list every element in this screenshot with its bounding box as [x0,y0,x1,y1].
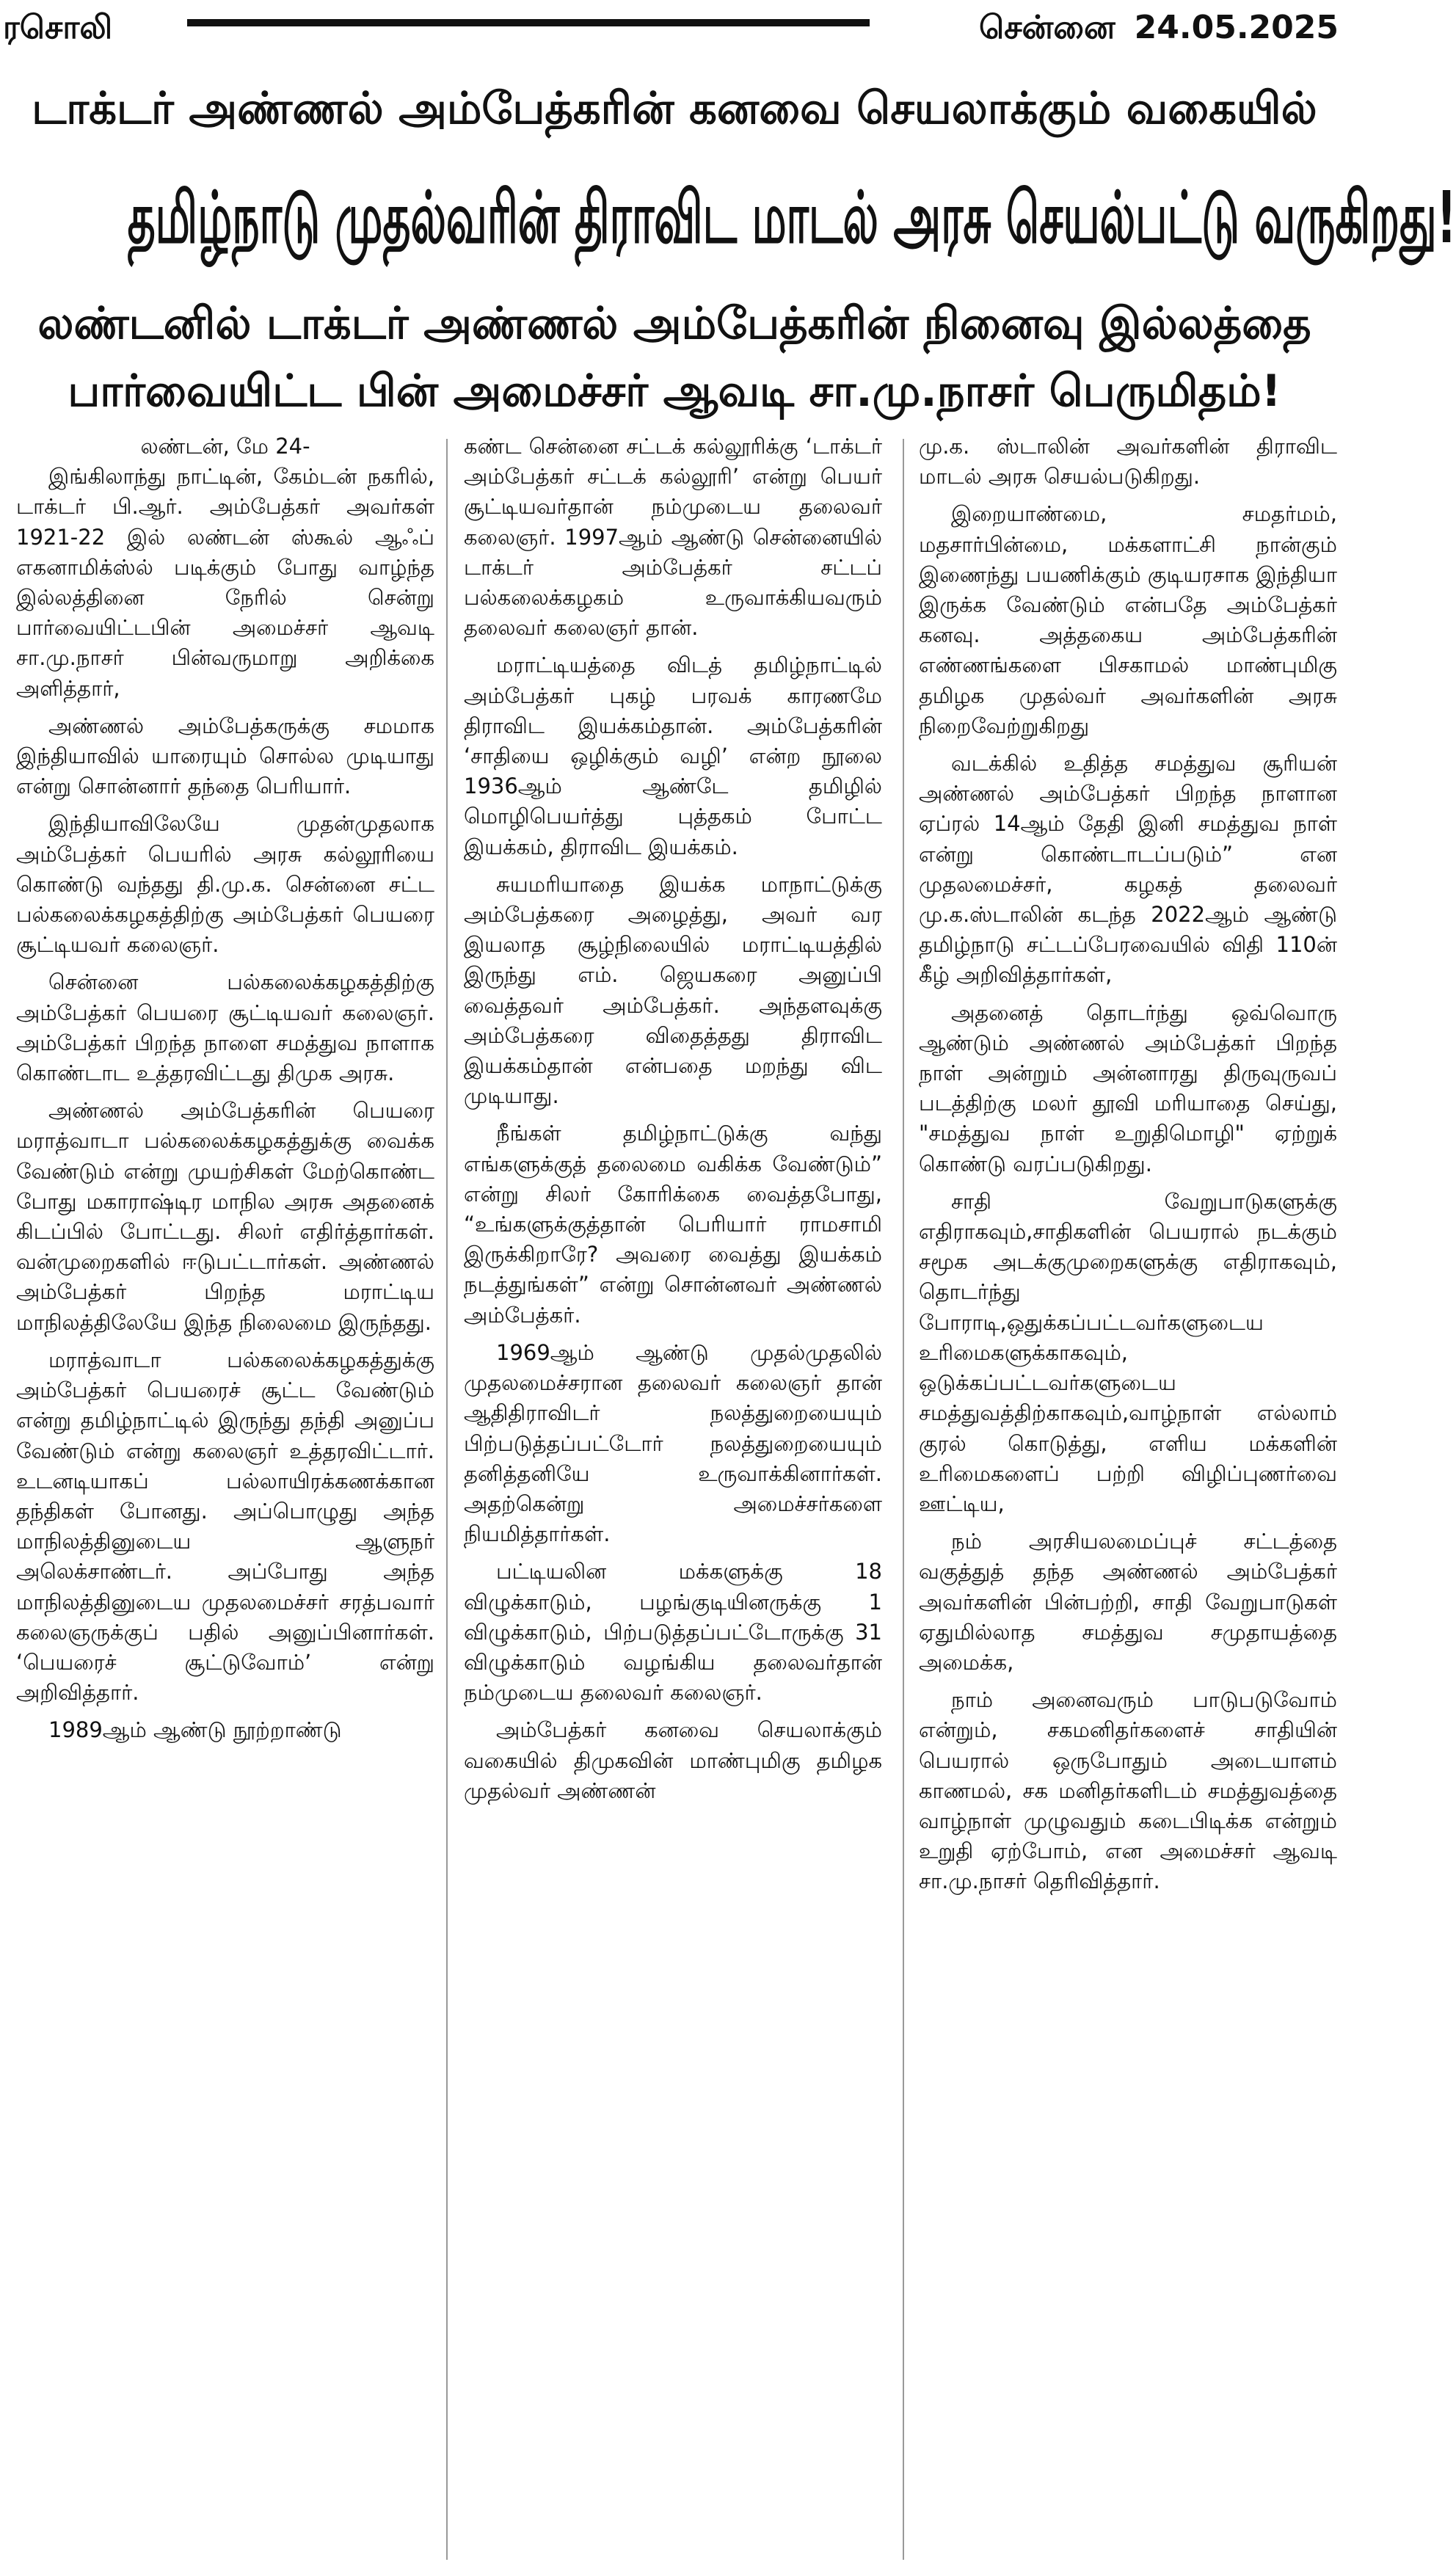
masthead-rule [187,19,870,26]
paragraph: 1969ஆம் ஆண்டு முதல்முதலில் முதலமைச்சரான தலைவர் கலைஞர் தான் ஆதிதிராவிடர் நலத்துறையையும் பிற்படுத்தப்பட்டோர் நலத்துறையையும் தனித்தனியே உருவாக்கினார்கள். அதற்கென்று அமைச்சர்களை நியமித்தார்கள். [464,1339,882,1547]
paragraph: இறையாண்மை, சமதர்மம், மதசார்பின்மை, மக்களாட்சி நான்கும் இணைந்து பயணிக்கும் குடியரசாக இந்தியா இருக்க வேண்டும் என்பதே அம்பேத்கர் கனவு. அத்தகைய அம்பேத்கரின் எண்ணங்களை பிசகாமல் மாண்புமிகு தமிழக முதல்வர் அவர்களின் அரசு நிறைவேற்றுகிறது [919,501,1337,738]
sub-headline-line-1: லண்டனில் டாக்டர் அண்ணல் அம்பேத்கரின் நினைவு இல்லத்தை [37,298,1311,349]
kicker-headline: டாக்டர் அண்ணல் அம்பேத்கரின் கனவை செயலாக்கும் வகையில் [32,83,1317,134]
paragraph: வடக்கில் உதித்த சமத்துவ சூரியன் அண்ணல் அம்பேத்கர் பிறந்த நாளான ஏப்ரல் 14ஆம் தேதி இனி சமத்துவ நாள் என்று கொண்டாடப்படும்” என முதலமைச்சர், கழகத் தலைவர் மு.க.ஸ்டாலின் கடந்த 2022ஆம் ஆண்டு தமிழ்நாடு சட்டப்பேரவையில் விதி 110ன் கீழ் அறிவித்தார்கள், [919,751,1337,988]
paragraph: மராட்டியத்தை விடத் தமிழ்நாட்டில் அம்பேத்கர் புகழ் பரவக் காரணமே திராவிட இயக்கம்தான். அம்பேத்கரின் ‘சாதியை ஒழிக்கும் வழி’ என்ற நூலை 1936ஆம் ஆண்டே தமிழில் மொழிபெயர்த்து புத்தகம் போட்ட இயக்கம், திராவிட இயக்கம். [464,652,882,859]
city-name: சென்னை [979,9,1115,46]
paragraph: நாம் அனைவரும் பாடுபடுவோம் என்றும், சகமனிதர்களைச் சாதியின் பெயரால் ஒருபோதும் அடையாளம் காணமல், சக மனிதர்களிடம் சமத்துவத்தை வாழ்நாள் முழுவதும் கடைபிடிக்க என்றும் உறுதி ஏற்போம், என அமைச்சர் ஆவடி சா.மு.நாசர் தெரிவித்தார். [919,1687,1337,1894]
paragraph: இங்கிலாந்து நாட்டின், கேம்டன் நகரில், டாக்டர் பி.ஆர். அம்பேத்கர் அவர்கள் 1921-22 இல் லண்டன் ஸ்கூல் ஆஃப் எகனாமிக்ஸ்ல் படிக்கும் போது வாழ்ந்த இல்லத்தினை நேரில் சென்று பார்வையிட்டபின் அமைச்சர் ஆவடி சா.மு.நாசர் பின்வருமாறு அறிக்கை அளித்தார், [16,464,434,701]
paragraph: சாதி வேறுபாடுகளுக்கு எதிராகவும்,சாதிகளின் பெயரால் நடக்கும் சமூக அடக்குமுறைகளுக்கு எதிராகவும், தொடர்ந்து போராடி,ஒதுக்கப்பட்டவர்களுடைய உரிமைகளுக்காகவும், ஒடுக்கப்பட்டவர்களுடைய சமத்துவத்திற்காகவும்,வாழ்நாள் எல்லாம் குரல் கொடுத்து, எளிய மக்களின் உரிமைகளைப் பற்றி விழிப்புணர்வை ஊட்டிய, [919,1188,1337,1516]
column-divider [903,439,904,2560]
article-body [0,432,1349,2567]
main-headline: தமிழ்நாடு முதல்வரின் திராவிட மாடல் அரசு செயல்பட்டு வருகிறது! [127,175,1456,259]
paragraph: அதனைத் தொடர்ந்து ஒவ்வொரு ஆண்டும் அண்ணல் அம்பேத்கர் பிறந்த நாள் அன்றும் அன்னாரது திருவுருவப் படத்திற்கு மலர் தூவி மரியாதை செய்து, "சமத்துவ நாள் உறுதிமொழி" ஏற்றுக் கொண்டு வரப்படுகிறது. [919,1000,1337,1176]
article-dateline: லண்டன், மே 24- [140,434,310,459]
article-column-2 [464,432,882,2567]
paragraph: அண்ணல் அம்பேத்கரின் பெயரை மராத்வாடா பல்கலைக்கழகத்துக்கு வைக்க வேண்டும் என்று முயற்சிகள் மேற்கொண்ட போது மகாராஷ்டிர மாநில அரசு அதனைக் கிடப்பில் போட்டது. சிலர் எதிர்த்தார்கள். வன்முறைகளில் ஈடுபட்டார்கள். அண்ணல் அம்பேத்கர் பிறந்த மராட்டிய மாநிலத்திலேயே இந்த நிலைமை இருந்தது. [16,1098,434,1335]
column-divider [446,439,448,2560]
paragraph: அண்ணல் அம்பேத்கருக்கு சமமாக இந்தியாவில் யாரையும் சொல்ல முடியாது என்று சொன்னார் தந்தை பெரியார். [16,713,434,799]
paragraph: மராத்வாடா பல்கலைக்கழகத்துக்கு அம்பேத்கர் பெயரைச் சூட்ட வேண்டும் என்று தமிழ்நாட்டில் இருந்து தந்தி அனுப்ப வேண்டும் என்று கலைஞர் உத்தரவிட்டார். உடனடியாகப் பல்லாயிரக்கணக்கான தந்திகள் போனது. அப்பொழுது அந்த மாநிலத்தினுடைய ஆளுநர் அலெக்சாண்டர். அப்போது அந்த மாநிலத்தினுடைய முதலமைச்சர் சரத்பவார் கலைஞருக்குப் பதில் அனுப்பினார்கள். ‘பெயரைச் சூட்டுவோம்’ என்று அறிவித்தார். [16,1347,434,1706]
paragraph: மு.க. ஸ்டாலின் அவர்களின் திராவிட மாடல் அரசு செயல்படுகிறது. [919,434,1337,490]
paragraph: சுயமரியாதை இயக்க மாநாட்டுக்கு அம்பேத்கரை அழைத்து, அவர் வர இயலாத சூழ்நிலையில் மராட்டியத்தில் இருந்து எம். ஜெயகரை அனுப்பி வைத்தவர் அம்பேத்கர். அந்தளவுக்கு அம்பேத்கரை விதைத்தது திராவிட இயக்கம்தான் என்பதை மறந்து விட முடியாது. [464,871,882,1109]
masthead-strip [0,4,1349,51]
article-column-1 [16,432,434,2567]
paragraph: 1989ஆம் ஆண்டு நூற்றாண்டு [48,1717,342,1743]
paragraph: கண்ட சென்னை சட்டக் கல்லூரிக்கு ‘டாக்டர் அம்பேத்கர் சட்டக் கல்லூரி’ என்று பெயர் சூட்டியவர்தான் நம்முடைய தலைவர் கலைஞர். 1997ஆம் ஆண்டு சென்னையில் டாக்டர் அம்பேத்கர் சட்டப் பல்கலைக்கழகம் உருவாக்கியவரும் தலைவர் கலைஞர் தான். [464,434,882,641]
paragraph: இந்தியாவிலேயே முதன்முதலாக அம்பேத்கர் பெயரில் அரசு கல்லூரியை கொண்டு வந்தது தி.மு.க. சென்னை சட்ட பல்கலைக்கழகத்திற்கு அம்பேத்கர் பெயரை சூட்டியவர் கலைஞர். [16,811,434,958]
sub-headline-line-2: பார்வையிட்ட பின் அமைச்சர் ஆவடி சா.மு.நாசர் பெருமிதம்! [68,365,1281,417]
paragraph: அம்பேத்கர் கனவை செயலாக்கும் வகையில் திமுகவின் மாண்புமிகு தமிழக முதல்வர் அண்ணன் [464,1717,882,1803]
paragraph: சென்னை பல்கலைக்கழகத்திற்கு அம்பேத்கர் பெயரை சூட்டியவர் கலைஞர். அம்பேத்கர் பிறந்த நாளை சமத்துவ நாளாக கொண்டாட உத்தரவிட்டது திமுக அரசு. [16,969,434,1086]
issue-date: 24.05.2025 [1134,9,1339,46]
paragraph: நம் அரசியலமைப்புச் சட்டத்தை வகுத்துத் தந்த அண்ணல் அம்பேத்கர் அவர்களின் பின்பற்றி, சாதி வேறுபாடுகள் ஏதுமில்லாத சமத்துவ சமுதாயத்தை அமைக்க, [919,1529,1337,1675]
paragraph: பட்டியலின மக்களுக்கு 18 விழுக்காடும், பழங்குடியினருக்கு 1 விழுக்காடும், பிற்படுத்தப்பட்டோருக்கு 31 விழுக்காடும் வழங்கிய தலைவர்தான் நம்முடைய தலைவர் கலைஞர். [464,1559,882,1706]
paragraph: நீங்கள் தமிழ்நாட்டுக்கு வந்து எங்களுக்குத் தலைமை வகிக்க வேண்டும்” என்று சிலர் கோரிக்கை வைத்தபோது, “உங்களுக்குத்தான் பெரியார் ராமசாமி இருக்கிறாரே? அவரை வைத்து இயக்கம் நடத்துங்கள்” என்று சொன்னவர் அண்ணல் அம்பேத்கர். [464,1121,882,1328]
city-date [979,4,1339,51]
publication-name: ரசொலி [3,9,113,46]
article-column-3 [919,432,1337,2567]
